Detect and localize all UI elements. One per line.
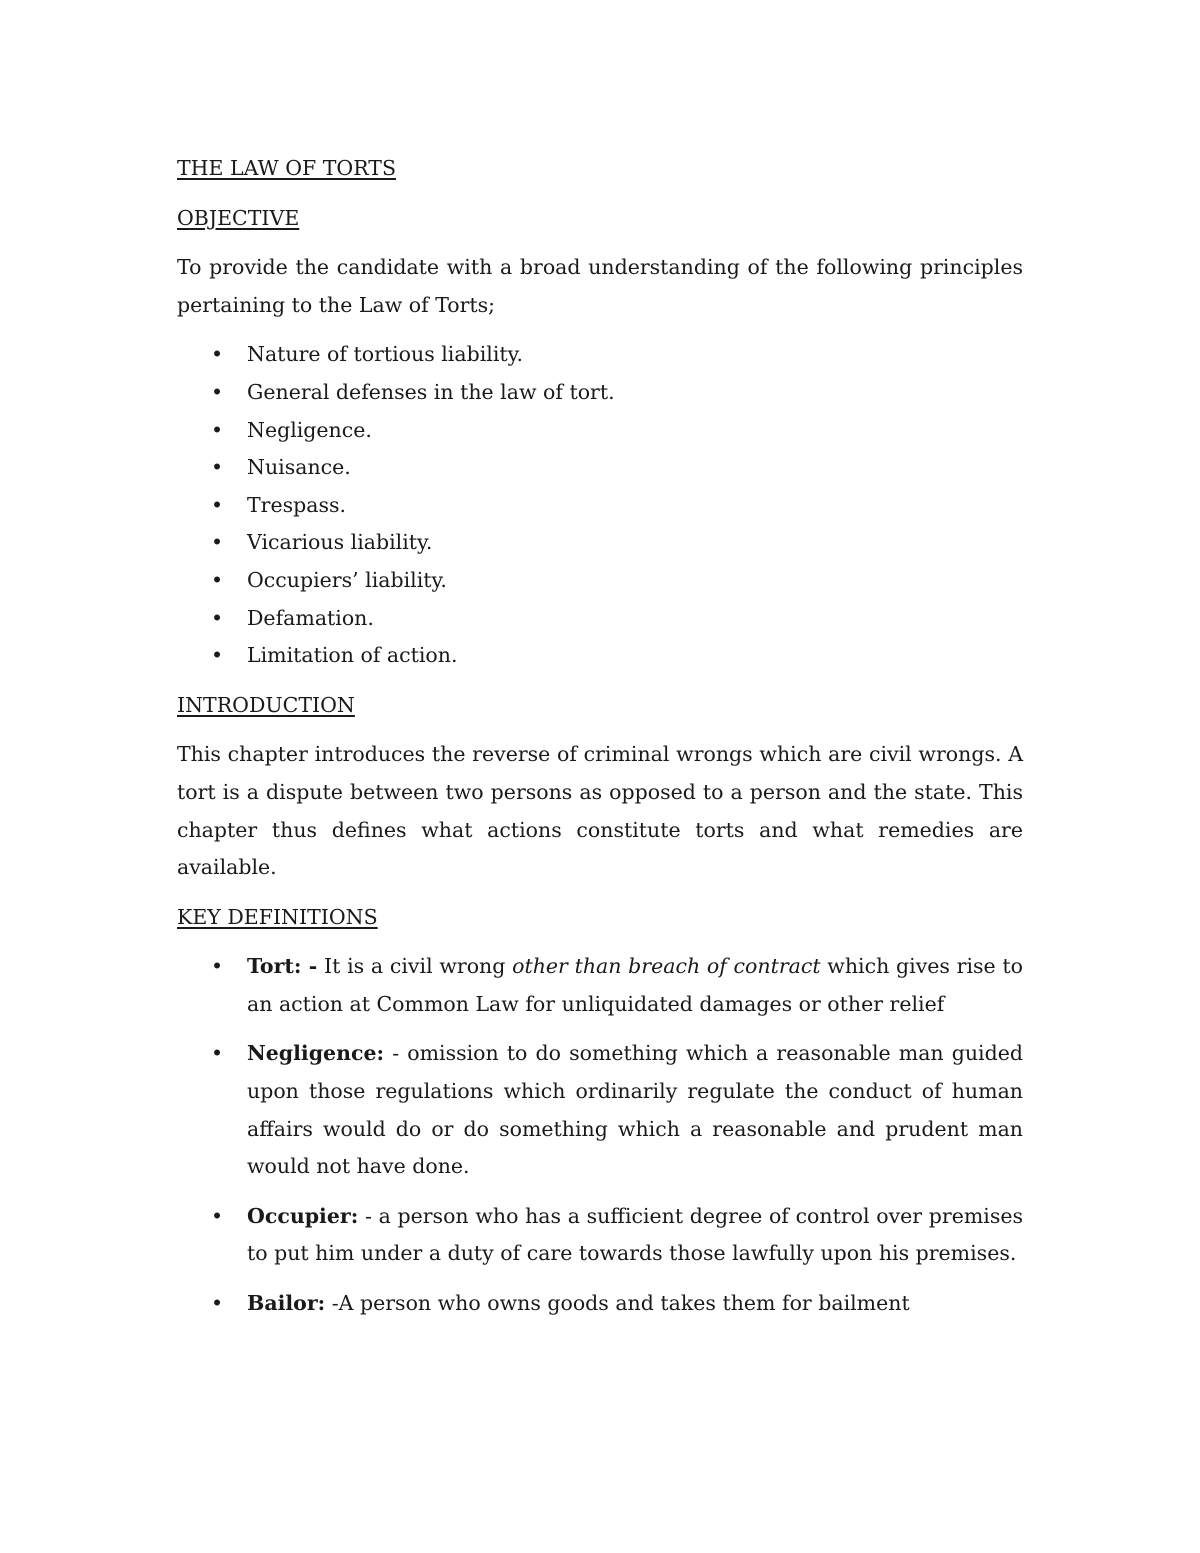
definition-item-tort <box>177 948 1023 1023</box>
list-item <box>177 637 1023 675</box>
definition-text: -A person who owns goods and takes them for bailment <box>325 1291 910 1316</box>
objective-heading: OBJECTIVE <box>177 205 300 230</box>
bullet-icon: • <box>211 417 224 442</box>
list-item-text: Limitation of action. <box>247 643 458 668</box>
list-item-text: Negligence. <box>247 417 372 442</box>
list-item <box>177 562 1023 600</box>
list-item <box>177 524 1023 562</box>
list-item <box>177 336 1023 374</box>
list-item <box>177 374 1023 412</box>
bullet-icon: • <box>211 643 224 668</box>
list-item-text: General defenses in the law of tort. <box>247 379 615 404</box>
definitions-list <box>177 948 1023 1322</box>
bullet-icon: • <box>211 342 224 367</box>
bullet-icon: • <box>211 1291 224 1316</box>
list-item <box>177 487 1023 525</box>
bullet-icon: • <box>211 1203 224 1228</box>
list-item-text: Trespass. <box>247 492 347 517</box>
bullet-icon: • <box>211 492 224 517</box>
objective-list <box>177 336 1023 674</box>
definition-item-bailor <box>177 1285 1023 1323</box>
document-page <box>177 150 1023 1335</box>
introduction-text: This chapter introduces the reverse of criminal wrongs which are civil wrongs. A tort is a dispute between two persons as opposed to a person and the state. This chapter thus defines what actions constitute torts and what remedies are available. <box>177 742 1023 880</box>
bullet-icon: • <box>211 605 224 630</box>
bullet-icon: • <box>211 455 224 480</box>
list-item-text: Nuisance. <box>247 455 351 480</box>
bullet-icon: • <box>211 954 224 979</box>
key-definitions-heading: KEY DEFINITIONS <box>177 904 378 929</box>
list-item-text: Vicarious liability. <box>247 530 433 555</box>
bullet-icon: • <box>211 379 224 404</box>
introduction-heading: INTRODUCTION <box>177 692 355 717</box>
document-title: THE LAW OF TORTS <box>177 156 397 180</box>
definition-term: Bailor: <box>247 1291 326 1316</box>
objective-text: To provide the candidate with a broad understanding of the following principles pertaining to the Law of Torts; <box>177 255 1023 317</box>
bullet-icon: • <box>211 567 224 592</box>
list-item-text: Nature of tortious liability. <box>247 342 523 367</box>
definition-text: - a person who has a sufficient degree of control over premises to put him under a duty of care towards those lawfully upon his premises. <box>247 1203 1023 1266</box>
list-item <box>177 412 1023 450</box>
definition-text-continued: which gives rise to an action at Common Law for unliquidated damages or other relief <box>247 954 1024 1016</box>
bullet-icon: • <box>211 1041 224 1066</box>
definition-emphasis: other than breach of contract <box>512 954 821 979</box>
definition-text: - omission to do something which a reasonable man guided upon those regulations which ordinarily regulate the conduct of human affairs would do or do something which a reasonable and prudent man would not have done. <box>247 1041 1023 1179</box>
bullet-icon: • <box>211 530 224 555</box>
list-item <box>177 600 1023 638</box>
list-item-text: Occupiers’ liability. <box>247 567 447 592</box>
definition-term: Tort: - <box>247 954 318 979</box>
definition-item-negligence <box>177 1035 1023 1185</box>
definition-term: Occupier: <box>247 1203 359 1228</box>
definition-term: Negligence: <box>247 1041 385 1066</box>
list-item <box>177 449 1023 487</box>
definition-item-occupier <box>177 1198 1023 1273</box>
definition-text: It is a civil wrong <box>317 954 513 979</box>
list-item-text: Defamation. <box>247 605 374 630</box>
